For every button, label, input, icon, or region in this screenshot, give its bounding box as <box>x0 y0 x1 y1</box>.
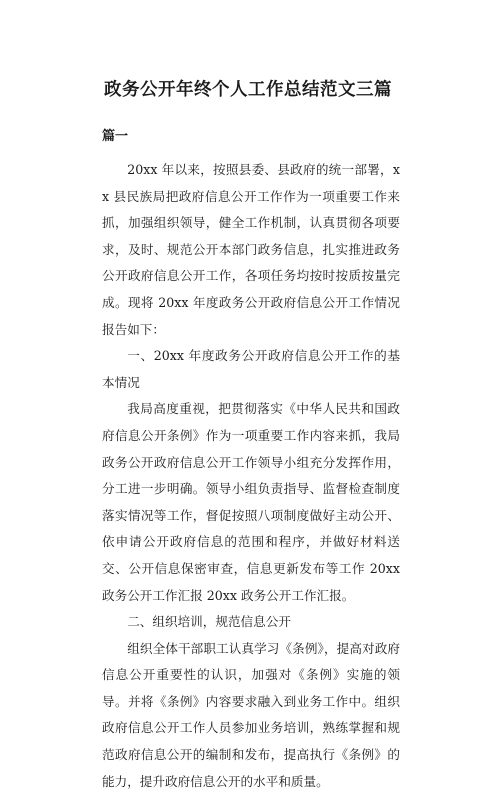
paragraph-intro: 20xx 年以来，按照县委、县政府的统一部署，xx 县民族局把政府信息公开工作作为一项重要工作来抓，加强组织领导，健全工作机制，认真贯彻各项要求，及时、规范公开本部门政务信息，扎实推进政务公开政府信息公开工作，各项任务均按时按质按量完成。现将 20xx 年度政务公开政府信息公开工作情况报告如下： <box>102 162 400 337</box>
paragraph-basic-situation: 我局高度重视，把贯彻落实《中华人民共和国政府信息公开条例》作为一项重要工作内容来抓，我局政务公开政府信息公开工作领导小组充分发挥作用，分工进一步明确。领导小组负责指导、监督检查制度落实情况等工作，督促按照八项制度做好主动公开、依申请公开政府信息的范围和程序，并做好材料送交、公开信息保密审查，信息更新发布等工作 20xx 政务公开工作汇报 20xx 政务公开工作汇报。 <box>102 401 400 603</box>
paragraph-heading-2: 二、组织培训，规范信息公开 <box>127 614 291 630</box>
document-body <box>102 157 400 795</box>
paragraph-heading-1: 一、20xx 年度政务公开政府信息公开工作的基本情况 <box>102 348 400 390</box>
section-heading: 篇一 <box>102 129 129 144</box>
document-title: 政务公开年终个人工作总结范文三篇 <box>104 80 392 100</box>
paragraph-training: 组织全体干部职工认真学习《条例》，提高对政府信息公开重要性的认识，加强对《条例》实施的领导。并将《条例》内容要求融入到业务工作中。组织政府信息公开工作人员参加业务培训，熟练掌握和规范政府信息公开的编制和发布，提高执行《条例》的能力，提升政府信息公开的水平和质量。 <box>102 640 400 789</box>
